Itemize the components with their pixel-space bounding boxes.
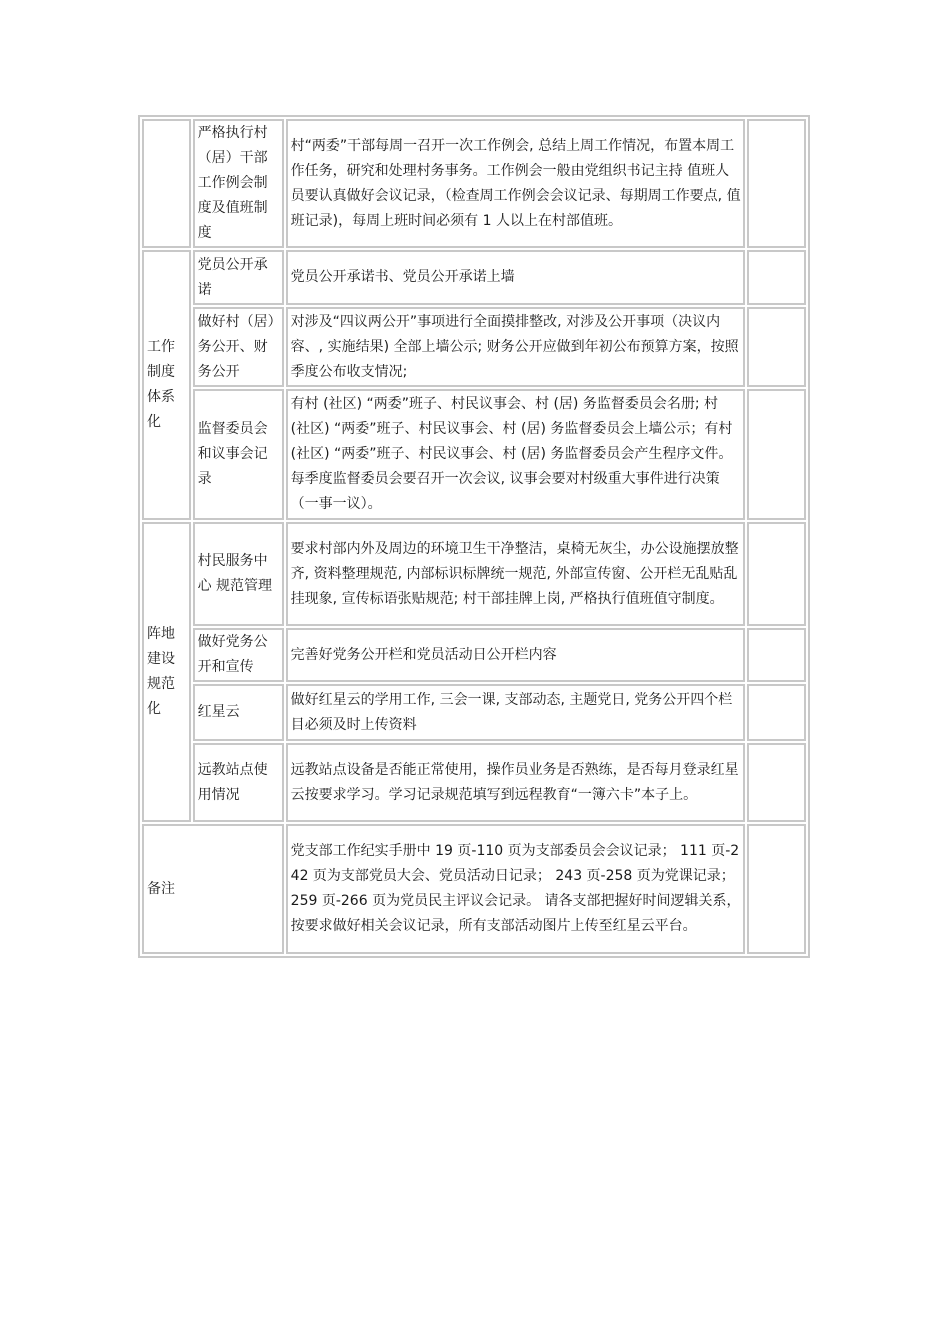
assessment-table [138, 115, 810, 958]
table-row [142, 119, 806, 248]
table-row [142, 743, 806, 822]
score-cell [747, 743, 806, 822]
remarks-label-cell: 备注 [142, 824, 284, 954]
table-row [142, 250, 806, 305]
score-cell [747, 389, 806, 520]
content-cell: 有村 (社区) “两委”班子、村民议事会、村 (居) 务监督委员会名册; 村 (社区) “两委”班子、村民议事会、村 (居) 务监督委员会上墙公示；有村 (社区) “两委”班子、村民议事会、村 (居) 务监督委员会产生程序文件。每季度监督委员会要召开一次会议, 议事会要对村级重大事件进行决策（一事一议）。 [286, 389, 746, 520]
table-row [142, 684, 806, 741]
content-cell: 要求村部内外及周边的环境卫生干净整洁，桌椅无灰尘，办公设施摆放整齐, 资料整理规范, 内部标识标牌统一规范, 外部宣传窗、公开栏无乱贴乱挂现象, 宣传标语张贴规范; 村干部挂牌上岗, 严格执行值班值守制度。 [286, 522, 746, 626]
item-cell: 做好村（居）务公开、财务公开 [193, 307, 284, 387]
score-cell [747, 522, 806, 626]
category-cell [142, 119, 191, 248]
item-cell: 远教站点使用情况 [193, 743, 284, 822]
item-cell: 监督委员会和议事会记录 [193, 389, 284, 520]
table-row [142, 307, 806, 387]
content-cell: 村“两委”干部每周一召开一次工作例会, 总结上周工作情况，布置本周工作任务，研究和处理村务事务。工作例会一般由党组织书记主持 值班人员要认真做好会议记录，（检查周工作例会会议记录、每期周工作要点, 值班记录)，每周上班时间必须有 1 人以上在村部值班。 [286, 119, 746, 248]
item-cell: 红星云 [193, 684, 284, 741]
score-cell [747, 307, 806, 387]
content-cell: 远教站点设备是否能正常使用，操作员业务是否熟练，是否每月登录红星云按要求学习。学习记录规范填写到远程教育“一簿六卡”本子上。 [286, 743, 746, 822]
score-cell [747, 250, 806, 305]
score-cell [747, 684, 806, 741]
content-cell: 对涉及“四议两公开”事项进行全面摸排整改, 对涉及公开事项（决议内容、, 实施结果) 全部上墙公示; 财务公开应做到年初公布预算方案，按照季度公布收支情况; [286, 307, 746, 387]
table-row [142, 522, 806, 626]
category-cell: 工作制度体系化 [142, 250, 191, 520]
content-cell: 做好红星云的学用工作, 三会一课, 支部动态, 主题党日, 党务公开四个栏目必须及时上传资料 [286, 684, 746, 741]
table-row [142, 628, 806, 682]
remarks-content-cell: 党支部工作纪实手册中 19 页-110 页为支部委员会会议记录； 111 页-242 页为支部党员大会、党员活动日记录； 243 页-258 页为党课记录； 259 页-266 页为党员民主评议会记录。 请各支部把握好时间逻辑关系，按要求做好相关会议记录，所有支部活动图片上传至红星云平台。 [286, 824, 746, 954]
content-cell: 党员公开承诺书、党员公开承诺上墙 [286, 250, 746, 305]
item-cell: 做好党务公开和宣传 [193, 628, 284, 682]
item-cell: 严格执行村（居）干部工作例会制度及值班制度 [193, 119, 284, 248]
content-cell: 完善好党务公开栏和党员活动日公开栏内容 [286, 628, 746, 682]
item-cell: 村民服务中心 规范管理 [193, 522, 284, 626]
table-row [142, 824, 806, 954]
score-cell [747, 119, 806, 248]
score-cell [747, 824, 806, 954]
table-row [142, 389, 806, 520]
item-cell: 党员公开承诺 [193, 250, 284, 305]
score-cell [747, 628, 806, 682]
category-cell: 阵地建设规范化 [142, 522, 191, 822]
